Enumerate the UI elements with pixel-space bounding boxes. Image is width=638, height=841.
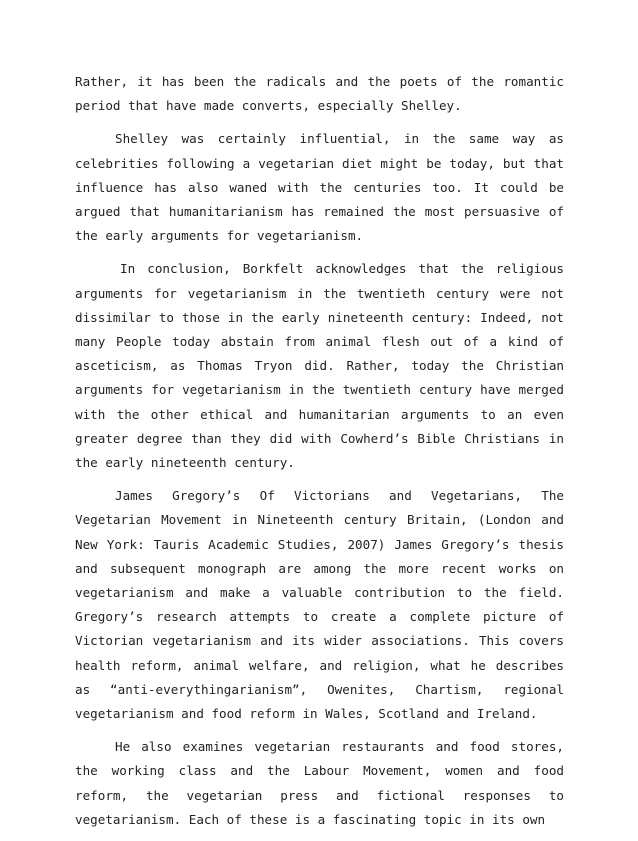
paragraph-4: James Gregory’s Of Victorians and Vegetarians, The Vegetarian Movement in Nineteenth century Britain, (London and New York: Tauris Academic Studies, 2007) James Gregory’s thesis and subsequent monograph are among the more recent works on vegetarianism and make a valuable contribution to the field. Gregory’s research attempts to create a complete picture of Victorian vegetarianism and its wider associations. This covers health reform, animal welfare, and religion, what he describes as “anti-everythingarianism”, Owenites, Chartism, regional vegetarianism and food reform in Wales, Scotland and Ireland.	[75, 488, 564, 722]
paragraph-5: He also examines vegetarian restaurants and food stores, the working class and the Labour Movement, women and food reform, the vegetarian press and fictional responses to vegetarianism. Each of these is a fascinating topic in its own	[75, 739, 564, 827]
paragraph-1: Rather, it has been the radicals and the poets of the romantic period that have made converts, especially Shelley.	[75, 74, 564, 114]
document-body	[75, 70, 564, 841]
paragraph-2: Shelley was certainly influential, in the same way as celebrities following a vegetarian diet might be today, but that influence has also waned with the centuries too. It could be argued that humanitarianism has remained the most persuasive of the early arguments for vegetarianism.	[75, 131, 564, 244]
paragraph-3: In conclusion, Borkfelt acknowledges that the religious arguments for vegetarianism in the twentieth century were not dissimilar to those in the early nineteenth century: Indeed, not many People today abstain from animal flesh out of a kind of asceticism, as Thomas Tryon did. Rather, today the Christian arguments for vegetarianism in the twentieth century have merged with the other ethical and humanitarian arguments to an even greater degree than they did with Cowherd’s Bible Christians in the early nineteenth century.	[75, 261, 564, 471]
